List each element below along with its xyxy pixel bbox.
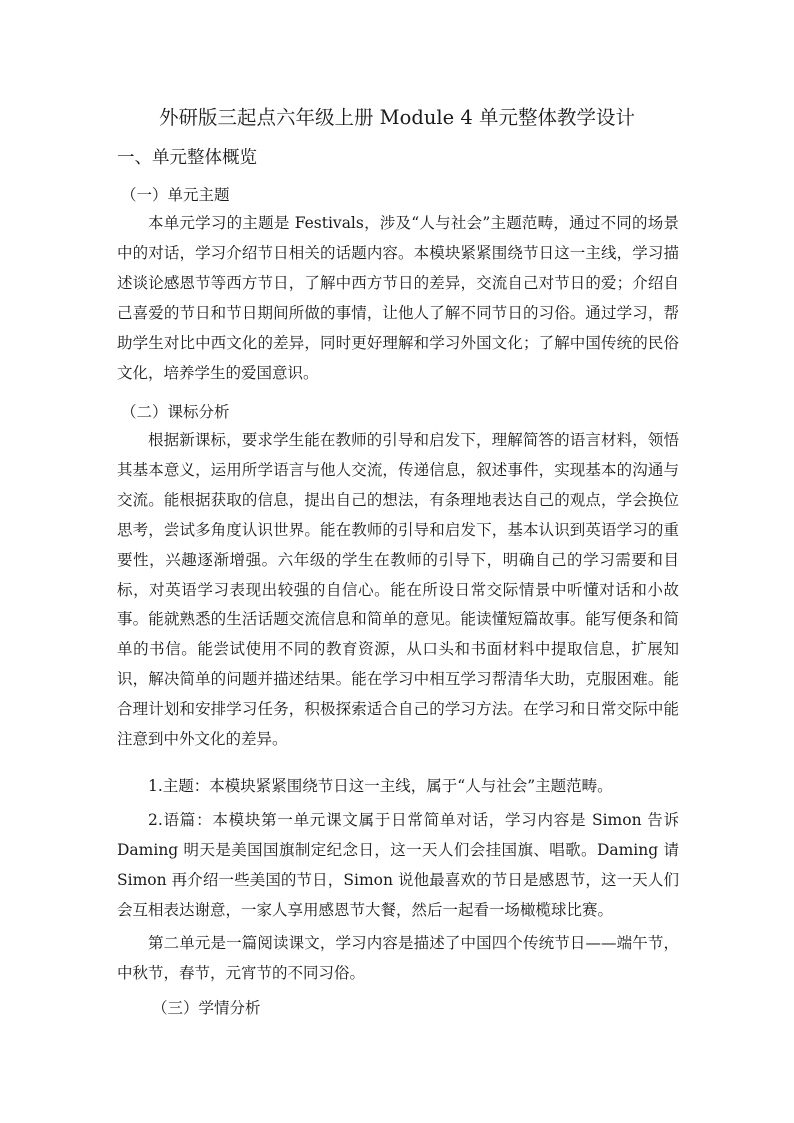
document-title: 外研版三起点六年级上册 Module 4 单元整体教学设计 bbox=[158, 106, 636, 129]
subheading-curriculum-analysis: （二）课标分析 bbox=[121, 403, 230, 421]
paragraph-unit-theme: 本单元学习的主题是 Festivals，涉及“人与社会”主题范畴，通过不同的场景中的对话，学习介绍节日相关的话题内容。本模块紧紧围绕节日这一主线，学习描述谈论感恩节等西方节日，了解中西方节日的差异，交流自己对节日的爱；介绍自己喜爱的节日和节日期间所做的事情，让他人了解不同节日的习俗。通过学习，帮助学生对比中西文化的差异，同时更好理解和学习外国文化；了解中国传统的民俗文化，培养学生的爱国意识。 bbox=[117, 214, 679, 382]
paragraph-point-theme: 1.主题：本模块紧紧围绕节日这一主线，属于“人与社会”主题范畴。 bbox=[148, 777, 613, 795]
paragraph-unit-two: 第二单元是一篇阅读课文，学习内容是描述了中国四个传统节日——端午节，中秋节，春节，元宵节的不同习俗。 bbox=[117, 934, 679, 982]
subheading-unit-theme: （一）单元主题 bbox=[121, 186, 230, 204]
paragraph-curriculum-analysis: 根据新课标，要求学生能在教师的引导和启发下，理解简答的语言材料，领悟其基本意义，运用所学语言与他人交流，传递信息，叙述事件，实现基本的沟通与交流。能根据获取的信息，提出自己的想法，有条理地表达自己的观点，学会换位思考，尝试多角度认识世界。能在教师的引导和启发下，基本认识到英语学习的重要性，兴趣逐渐增强。六年级的学生在教师的引导下，明确自己的学习需要和目标，对英语学习表现出较强的自信心。能在所设日常交际情景中听懂对话和小故事。能就熟悉的生活话题交流信息和简单的意见。能读懂短篇故事。能写便条和简单的书信。能尝试使用不同的教育资源，从口头和书面材料中提取信息，扩展知识，解决简单的问题并描述结果。能在学习中相互学习帮清华大助，克服困难。能合理计划和安排学习任务，积极探索适合自己的学习方法。在学习和日常交际中能注意到中外文化的差异。 bbox=[117, 431, 679, 749]
section-heading-overview: 一、单元整体概览 bbox=[117, 148, 257, 168]
subheading-learner-analysis: （三）学情分析 bbox=[152, 999, 261, 1017]
paragraph-point-discourse: 2.语篇：本模块第一单元课文属于日常简单对话，学习内容是 Simon 告诉 Daming 明天是美国国旗制定纪念日，这一天人们会挂国旗、唱歌。Daming 请 Simon 再介绍一些美国的节日，Simon 说他最喜欢的节日是感恩节，这一天人们会互相表达谢意，一家人享用感恩节大餐，然后一起看一场橄榄球比赛。 bbox=[117, 811, 679, 919]
